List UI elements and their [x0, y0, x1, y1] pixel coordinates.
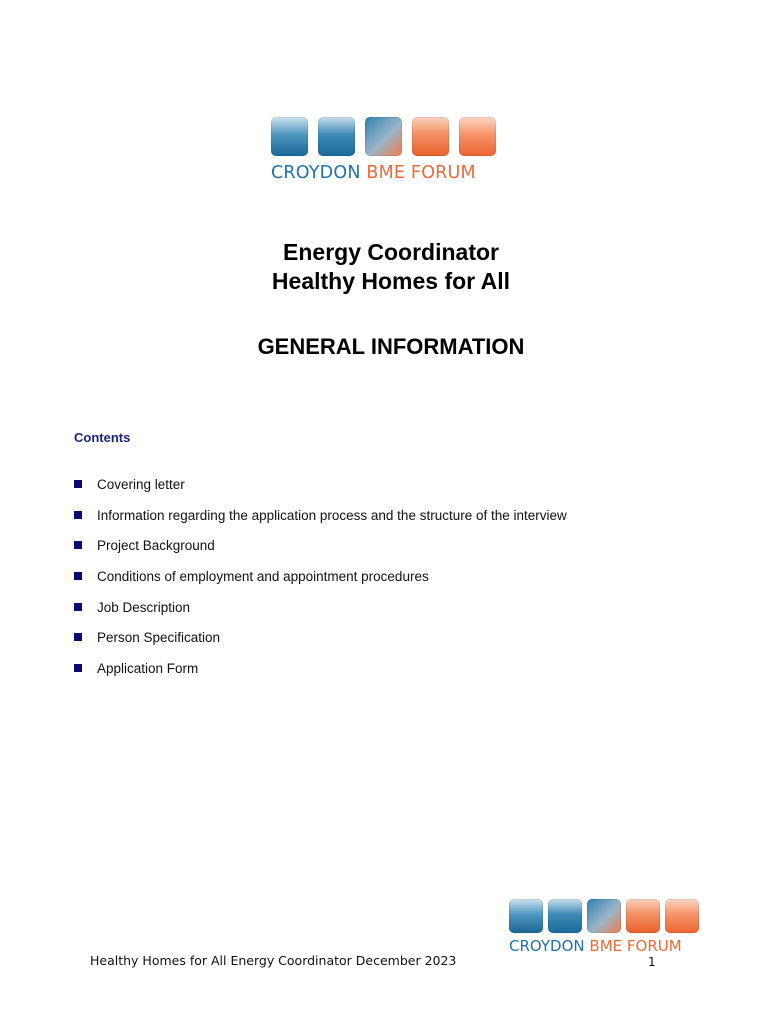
logo-tile	[365, 117, 402, 156]
contents-item-label: Conditions of employment and appointment procedures	[97, 569, 429, 585]
logo-tile	[665, 899, 699, 933]
square-bullet-icon	[74, 541, 82, 549]
contents-item	[74, 537, 567, 568]
contents-item-label: Application Form	[97, 661, 199, 677]
contents-item-label: Information regarding the application process and the structure of the interview	[97, 507, 567, 523]
square-bullet-icon	[74, 633, 82, 641]
logo-tile	[509, 899, 543, 933]
square-bullet-icon	[74, 480, 82, 488]
footer-text: Healthy Homes for All Energy Coordinator December 2023	[90, 953, 457, 968]
logo-wordmark-part1: CROYDON	[271, 163, 361, 183]
logo-tile	[412, 117, 449, 156]
contents-item	[74, 599, 567, 630]
logo-tile	[626, 899, 660, 933]
contents-item	[74, 476, 567, 507]
contents-item	[74, 629, 567, 660]
logo-tile	[548, 899, 582, 933]
square-bullet-icon	[74, 572, 82, 580]
logo-tile	[318, 117, 355, 156]
logo-tiles	[271, 117, 499, 156]
contents-item-label: Covering letter	[97, 477, 185, 492]
footer-logo-tiles	[509, 899, 701, 933]
square-bullet-icon	[74, 511, 82, 519]
footer-logo-wordmark-part1: CROYDON	[509, 937, 585, 955]
contents-item	[74, 568, 567, 599]
contents-heading: Contents	[74, 430, 131, 445]
logo-wordmark	[271, 163, 499, 183]
document-title-line2: Healthy Homes for All	[271, 268, 511, 294]
contents-item	[74, 507, 567, 538]
logo-tile	[459, 117, 496, 156]
square-bullet-icon	[74, 664, 82, 672]
contents-list	[74, 476, 567, 691]
footer-logo-wordmark	[509, 937, 701, 955]
document-title-line1: Energy Coordinator	[283, 239, 499, 265]
footer-logo	[509, 899, 701, 955]
section-heading: GENERAL INFORMATION	[257, 334, 525, 359]
logo-tile	[271, 117, 308, 156]
page-number: 1	[648, 955, 656, 969]
logo-wordmark-part2: BME FORUM	[366, 163, 476, 183]
contents-item-label: Person Specification	[97, 630, 221, 646]
contents-item-label: Job Description	[97, 599, 191, 615]
square-bullet-icon	[74, 603, 82, 611]
croydon-bme-forum-logo	[271, 117, 499, 183]
footer-logo-wordmark-part2: BME FORUM	[589, 937, 682, 955]
contents-item-label: Project Background	[97, 538, 215, 554]
contents-item	[74, 660, 567, 691]
logo-tile	[587, 899, 621, 933]
